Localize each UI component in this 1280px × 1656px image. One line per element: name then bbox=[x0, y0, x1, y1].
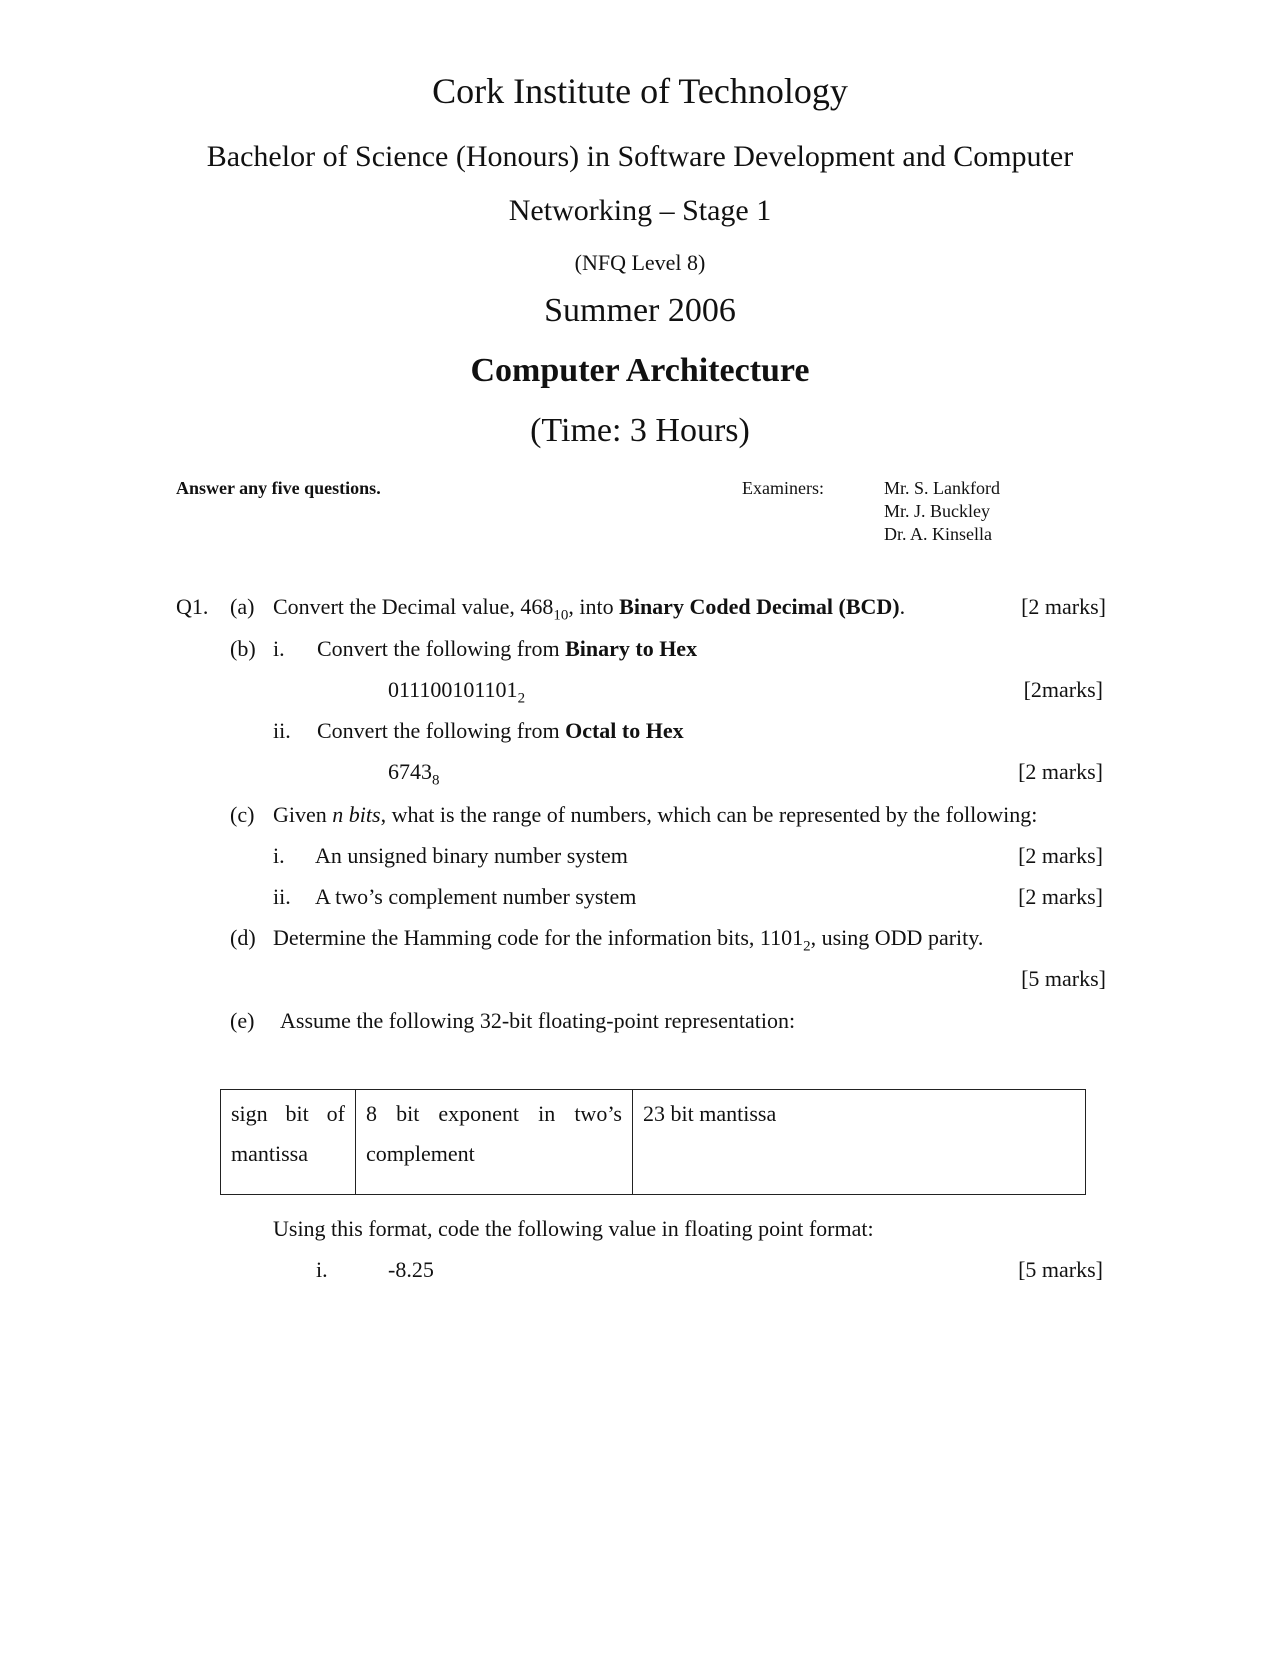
text: . bbox=[899, 594, 906, 619]
subscript: 2 bbox=[517, 690, 526, 707]
bold-text: Binary to Hex bbox=[565, 636, 698, 661]
text: Convert the Decimal value, 468 bbox=[273, 594, 554, 619]
nfq-level: (NFQ Level 8) bbox=[574, 250, 706, 275]
question-number: Q1. bbox=[176, 594, 209, 619]
text: Convert the following from bbox=[317, 636, 566, 661]
subscript: 2 bbox=[803, 938, 811, 955]
examiner-name: Dr. A. Kinsella bbox=[884, 524, 992, 544]
text: 011100101101 bbox=[388, 677, 518, 702]
part-e-i-marks: [5 marks] bbox=[1018, 1257, 1103, 1282]
part-e-label: (e) bbox=[230, 1008, 255, 1033]
part-e-i-value: -8.25 bbox=[388, 1257, 434, 1282]
part-c-i-marks: [2 marks] bbox=[1018, 843, 1103, 868]
part-c-i-text: An unsigned binary number system bbox=[315, 843, 628, 868]
part-b-ii-value bbox=[388, 759, 440, 789]
text: , using ODD parity. bbox=[810, 925, 984, 950]
text: 6743 bbox=[388, 759, 432, 784]
text: Determine the Hamming code for the information bits, 1101 bbox=[273, 925, 804, 950]
part-b-ii-text bbox=[317, 718, 684, 744]
programme-line-2: Networking – Stage 1 bbox=[508, 194, 772, 227]
text: , into bbox=[568, 594, 620, 619]
part-d-marks: [5 marks] bbox=[1021, 966, 1106, 991]
part-b-i-label: i. bbox=[273, 636, 285, 661]
examiners-list bbox=[884, 477, 1000, 546]
part-b-ii-label: ii. bbox=[273, 718, 291, 743]
part-a-label: (a) bbox=[230, 594, 255, 619]
part-c-i-label: i. bbox=[273, 843, 285, 868]
examiner-name: Mr. S. Lankford bbox=[884, 478, 1000, 498]
part-a-marks: [2 marks] bbox=[1021, 594, 1106, 619]
part-c-ii-marks: [2 marks] bbox=[1018, 884, 1103, 909]
text: , what is the range of numbers, which can be represented by the following: bbox=[380, 802, 1038, 827]
examiners-label: Examiners: bbox=[742, 478, 824, 498]
table-cell-sign: sign bit of mantissa bbox=[221, 1090, 356, 1195]
part-b-i-text bbox=[317, 636, 697, 662]
part-d-text bbox=[273, 925, 983, 955]
part-c-text bbox=[273, 802, 1037, 828]
text: Convert the following from bbox=[317, 718, 566, 743]
part-c-ii-text: A two’s complement number system bbox=[315, 884, 637, 909]
part-c-label: (c) bbox=[230, 802, 255, 827]
part-b-ii-marks: [2 marks] bbox=[1018, 759, 1103, 784]
subscript: 10 bbox=[553, 607, 569, 624]
part-e-i-label: i. bbox=[316, 1257, 328, 1282]
answer-instruction: Answer any five questions. bbox=[176, 478, 381, 498]
part-b-i-value bbox=[388, 677, 525, 707]
examiner-name: Mr. J. Buckley bbox=[884, 501, 990, 521]
subject-title: Computer Architecture bbox=[470, 352, 810, 389]
subscript: 8 bbox=[432, 772, 440, 789]
part-a-text bbox=[273, 594, 905, 624]
table-cell-mantissa: 23 bit mantissa bbox=[633, 1090, 1086, 1195]
part-d-label: (d) bbox=[230, 925, 256, 950]
part-b-label: (b) bbox=[230, 636, 256, 661]
part-c-ii-label: ii. bbox=[273, 884, 291, 909]
italic-text: n bits bbox=[332, 802, 381, 827]
bold-text: Binary Coded Decimal (BCD) bbox=[619, 594, 900, 619]
part-e-instruction: Using this format, code the following value in floating point format: bbox=[273, 1216, 874, 1241]
bold-text: Octal to Hex bbox=[565, 718, 684, 743]
table-row bbox=[221, 1090, 1086, 1195]
part-b-i-marks: [2marks] bbox=[1023, 677, 1103, 702]
text: Given bbox=[273, 802, 333, 827]
programme-line-1: Bachelor of Science (Honours) in Software Development and Computer bbox=[206, 140, 1074, 173]
institution-title: Cork Institute of Technology bbox=[432, 71, 848, 111]
table-cell-exponent: 8 bit exponent in two’s complement bbox=[356, 1090, 633, 1195]
part-e-text: Assume the following 32-bit floating-point representation: bbox=[280, 1008, 796, 1033]
floating-point-format-table bbox=[220, 1089, 1086, 1195]
exam-session: Summer 2006 bbox=[544, 292, 736, 329]
exam-duration: (Time: 3 Hours) bbox=[530, 412, 750, 449]
